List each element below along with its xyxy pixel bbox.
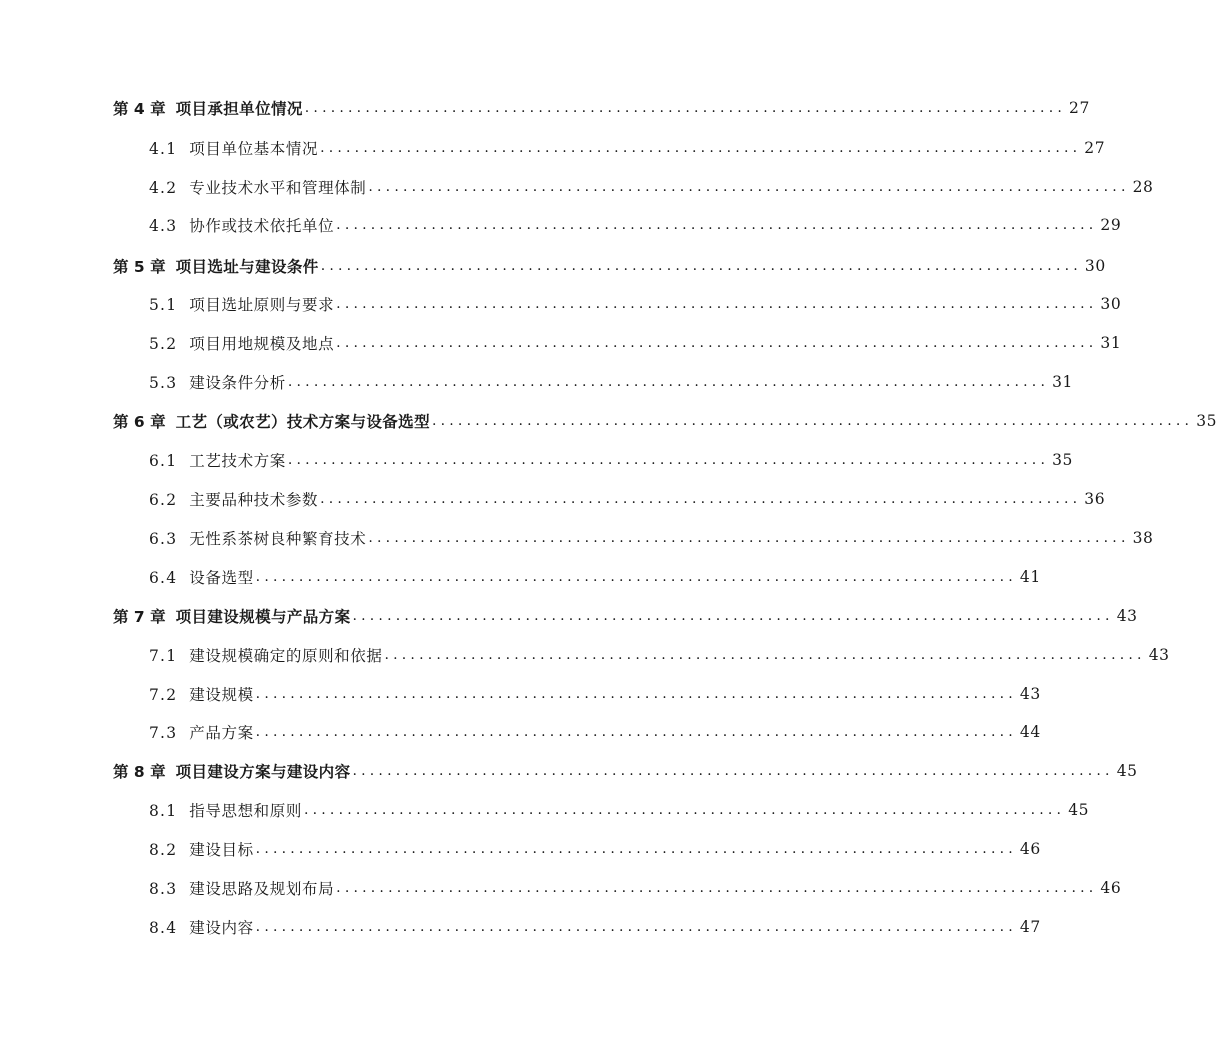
dot-leader: ........................................................................................: [255, 841, 1017, 857]
dot-leader: ........................................................................................: [320, 140, 1082, 156]
toc-chapter-entry[interactable]: [113, 758, 1138, 784]
section-title: 无性系茶树良种繁育技术: [189, 530, 367, 548]
dot-leader: ........................................................................................: [431, 413, 1194, 429]
section-number: 8.1: [149, 802, 178, 820]
chapter-title: 项目建设规模与产品方案: [175, 608, 351, 626]
dot-leader: ........................................................................................: [255, 686, 1017, 702]
page-number: 31: [1100, 334, 1122, 352]
page-number: 27: [1084, 139, 1106, 157]
dot-leader: ........................................................................................: [255, 569, 1017, 585]
dot-leader: ........................................................................................: [336, 335, 1098, 351]
toc-section-entry[interactable]: [149, 914, 1041, 940]
page-number: 30: [1100, 295, 1122, 313]
dot-leader: ........................................................................................: [255, 724, 1017, 740]
toc-section-entry[interactable]: [149, 681, 1041, 707]
section-title: 协作或技术依托单位: [189, 217, 335, 235]
section-title: 项目用地规模及地点: [189, 335, 335, 353]
section-number: 5.2: [149, 335, 178, 353]
dot-leader: ........................................................................................: [368, 179, 1130, 195]
section-number: 8.3: [149, 880, 178, 898]
toc-chapter-entry[interactable]: [113, 253, 1106, 279]
toc-section-entry[interactable]: [149, 369, 1074, 395]
toc-section-entry[interactable]: [149, 642, 1170, 668]
page-number: 27: [1069, 99, 1090, 117]
section-title: 产品方案: [189, 724, 254, 742]
toc-section-entry[interactable]: [149, 486, 1106, 512]
page-number: 29: [1100, 216, 1122, 234]
page-number: 35: [1052, 451, 1074, 469]
toc-section-entry[interactable]: [149, 447, 1074, 473]
dot-leader: ........................................................................................: [287, 452, 1050, 468]
toc-section-entry[interactable]: [149, 291, 1122, 317]
page-number: 28: [1132, 178, 1154, 196]
page-number: 45: [1116, 762, 1138, 780]
chapter-title: 项目选址与建设条件: [175, 258, 319, 276]
section-number: 6.2: [149, 491, 178, 509]
section-number: 7.3: [149, 724, 178, 742]
page-number: 35: [1196, 412, 1217, 430]
dot-leader: ........................................................................................: [384, 647, 1146, 663]
section-title: 设备选型: [189, 569, 254, 587]
toc-section-entry[interactable]: [149, 797, 1090, 823]
section-title: 建设思路及规划布局: [189, 880, 335, 898]
page-number: 36: [1084, 490, 1106, 508]
toc-section-entry[interactable]: [149, 719, 1041, 745]
page-number: 30: [1084, 257, 1106, 275]
toc-section-entry[interactable]: [149, 836, 1041, 862]
dot-leader: ........................................................................................: [255, 919, 1017, 935]
dot-leader: ........................................................................................: [304, 100, 1066, 116]
section-title: 建设规模确定的原则和依据: [189, 647, 383, 665]
section-title: 工艺技术方案: [189, 452, 286, 470]
chapter-number: 第 7 章: [113, 608, 166, 626]
toc-chapter-entry[interactable]: [113, 603, 1138, 629]
page-number: 44: [1019, 723, 1041, 741]
toc-section-entry[interactable]: [149, 135, 1106, 161]
page-number: 46: [1100, 879, 1122, 897]
section-number: 5.3: [149, 374, 178, 392]
chapter-title: 工艺（或农艺）技术方案与设备选型: [175, 413, 430, 431]
toc-section-entry[interactable]: [149, 212, 1122, 238]
section-number: 7.1: [149, 647, 178, 665]
page-number: 47: [1019, 918, 1041, 936]
section-number: 8.2: [149, 841, 178, 859]
page-number: 46: [1019, 840, 1041, 858]
section-title: 建设内容: [189, 919, 254, 937]
toc-section-entry[interactable]: [149, 525, 1154, 551]
dot-leader: ........................................................................................: [368, 530, 1130, 546]
chapter-number: 第 8 章: [113, 763, 166, 781]
section-number: 4.2: [149, 179, 178, 197]
chapter-number: 第 5 章: [113, 258, 166, 276]
chapter-number: 第 6 章: [113, 413, 166, 431]
dot-leader: ........................................................................................: [320, 258, 1082, 274]
dot-leader: ........................................................................................: [303, 802, 1066, 818]
section-number: 6.4: [149, 569, 178, 587]
dot-leader: ........................................................................................: [352, 763, 1114, 779]
section-number: 6.1: [149, 452, 178, 470]
section-title: 指导思想和原则: [189, 802, 302, 820]
page-number: 41: [1019, 568, 1041, 586]
page-number: 43: [1116, 607, 1138, 625]
page-number: 43: [1019, 685, 1041, 703]
chapter-title: 项目承担单位情况: [175, 100, 303, 118]
toc-section-entry[interactable]: [149, 330, 1122, 356]
section-title: 主要品种技术参数: [189, 491, 319, 509]
page-number: 45: [1068, 801, 1090, 819]
toc-chapter-entry[interactable]: [113, 408, 1217, 434]
section-title: 建设条件分析: [189, 374, 286, 392]
page-number: 43: [1148, 646, 1170, 664]
dot-leader: ........................................................................................: [336, 217, 1098, 233]
dot-leader: ........................................................................................: [336, 880, 1098, 896]
toc-section-entry[interactable]: [149, 564, 1041, 590]
chapter-number: 第 4 章: [113, 100, 166, 118]
section-number: 4.1: [149, 140, 178, 158]
page-number: 31: [1052, 373, 1074, 391]
section-number: 4.3: [149, 217, 178, 235]
section-number: 8.4: [149, 919, 178, 937]
dot-leader: ........................................................................................: [320, 491, 1082, 507]
toc-section-entry[interactable]: [149, 875, 1122, 901]
section-title: 项目单位基本情况: [189, 140, 319, 158]
dot-leader: ........................................................................................: [287, 374, 1050, 390]
section-number: 5.1: [149, 296, 178, 314]
section-number: 6.3: [149, 530, 178, 548]
section-title: 专业技术水平和管理体制: [189, 179, 367, 197]
toc-chapter-entry[interactable]: [113, 95, 1090, 121]
dot-leader: ........................................................................................: [336, 296, 1098, 312]
section-title: 建设规模: [189, 686, 254, 704]
section-number: 7.2: [149, 686, 178, 704]
chapter-title: 项目建设方案与建设内容: [175, 763, 351, 781]
dot-leader: ........................................................................................: [352, 608, 1114, 624]
section-title: 建设目标: [189, 841, 254, 859]
section-title: 项目选址原则与要求: [189, 296, 335, 314]
page-number: 38: [1132, 529, 1154, 547]
toc-section-entry[interactable]: [149, 174, 1154, 200]
